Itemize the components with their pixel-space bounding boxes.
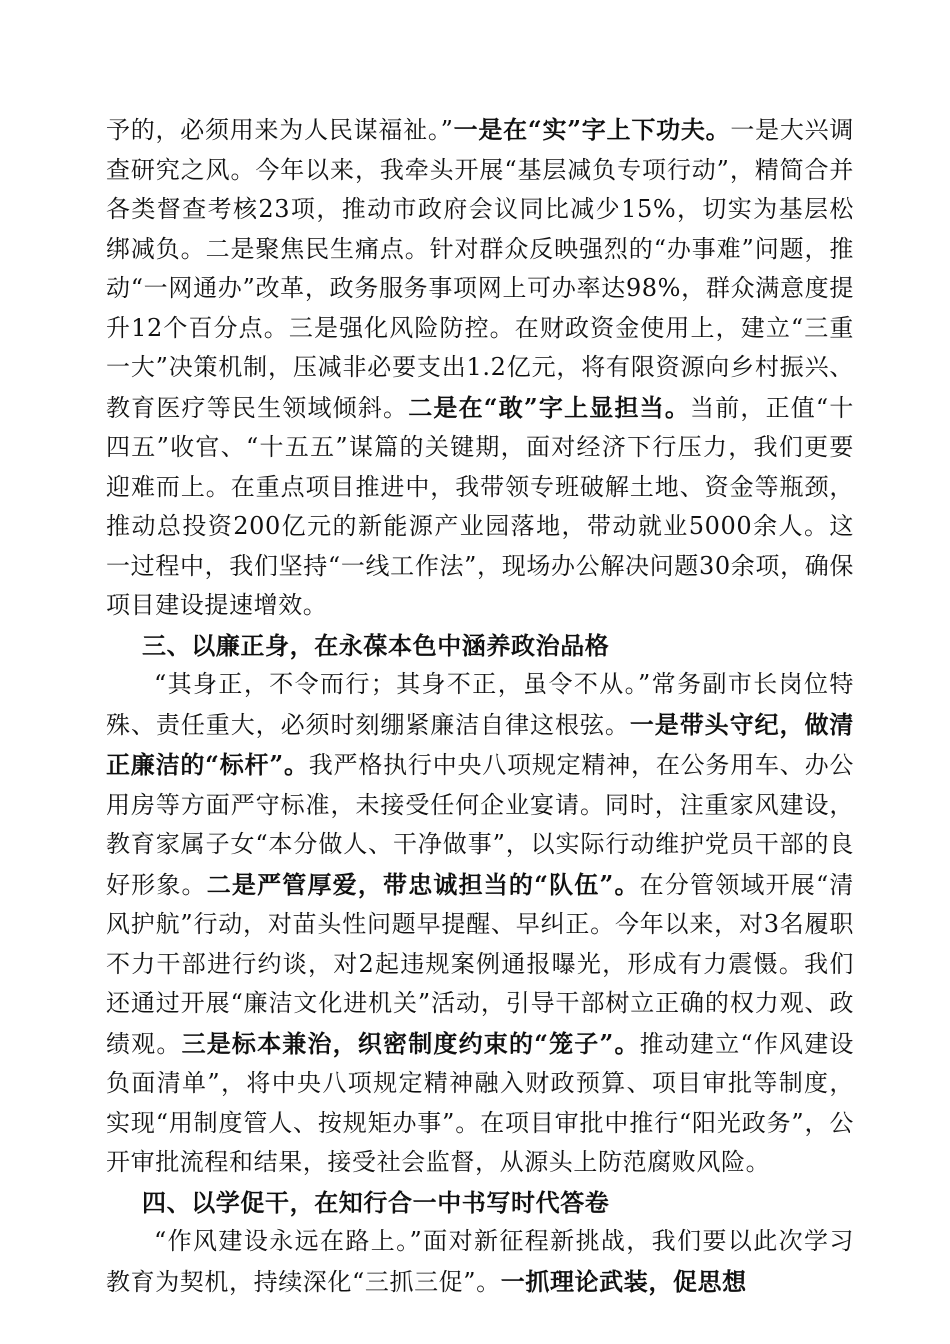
bold-run: 二是在“敢”字上显担当。 <box>408 392 691 422</box>
text-run: 我严格执行中央八项规定精神，在公务用车、办公用房等方面严守标准，未接受任何企业宴请。同时，注重家风建设，教育家属子女“本分做人、干净做事”，以实际行动维护党员干部的良好形象。 <box>106 751 854 899</box>
bold-run: 二是严管厚爱，带忠诚担当的“队伍”。 <box>206 869 640 899</box>
paragraph-integrity <box>106 665 854 1183</box>
section-heading-4: 四、以学促干，在知行合一中书写时代答卷 <box>142 1187 610 1217</box>
paragraph-work-style <box>106 110 854 626</box>
bold-run: 一抓理论武装，促思想 <box>500 1266 747 1296</box>
text-run: “其身正，不令而行；其身不正，虽令不从。”常务副市长岗位特殊、责任重大，必须时刻绷紧廉洁自律这根弦。 <box>106 670 854 739</box>
text-run: 予的，必须用来为人民谋福祉。” <box>106 116 454 144</box>
bold-run: 三是标本兼治，织密制度约束的“笼子”。 <box>181 1028 640 1058</box>
text-run: 推动建立“作风建设负面清单”，将中央八项规定精神融入财政预算、项目审批等制度，实现“用制度管人、按规矩办事”。在项目审批中推行“阳光政务”，公开审批流程和结果，接受社会监督，从源头上防范腐败风险。 <box>106 1029 854 1176</box>
text-run: “作风建设永远在路上。”面对新征程新挑战，我们要以此次学习教育为契机，持续深化“三抓三促”。 <box>106 1227 854 1296</box>
paragraph-learning <box>106 1222 854 1302</box>
section-heading-3: 三、以廉正身，在永葆本色中涵养政治品格 <box>142 630 610 660</box>
bold-run: 一是带头守纪，做清正廉洁的“标杆”。 <box>106 709 854 779</box>
text-run: 在分管领域开展“清风护航”行动，对苗头性问题早提醒、早纠正。今年以来，对3名履职不力干部进行约谈，对2起违规案例通报曝光，形成有力震慑。我们还通过开展“廉洁文化进机关”活动，引导干部树立正确的权力观、政绩观。 <box>106 870 854 1058</box>
text-run: 当前，正值“十四五”收官、“十五五”谋篇的关键期，面对经济下行压力，我们更要迎难而上。在重点项目推进中，我带领专班破解土地、资金等瓶颈，推动总投资200亿元的新能源产业园落地，带动就业5000余人。这一过程中，我们坚持“一线工作法”，现场办公解决问题30余项，确保项目建设提速增效。 <box>106 393 854 619</box>
text-run: 一是大兴调查研究之风。今年以来，我牵头开展“基层减负专项行动”，精简合并各类督查考核23项，推动市政府会议同比减少15%，切实为基层松绑减负。二是聚焦民生痛点。针对群众反映强烈的“办事难”问题，推动“一网通办”改革，政务服务事项网上可办率达98%，群众满意度提升12个百分点。三是强化风险防控。在财政资金使用上，建立“三重一大”决策机制，压减非必要支出1.2亿元，将有限资源向乡村振兴、教育医疗等民生领域倾斜。 <box>106 116 854 422</box>
bold-run: 一是在“实”字上下功夫。 <box>453 115 731 144</box>
